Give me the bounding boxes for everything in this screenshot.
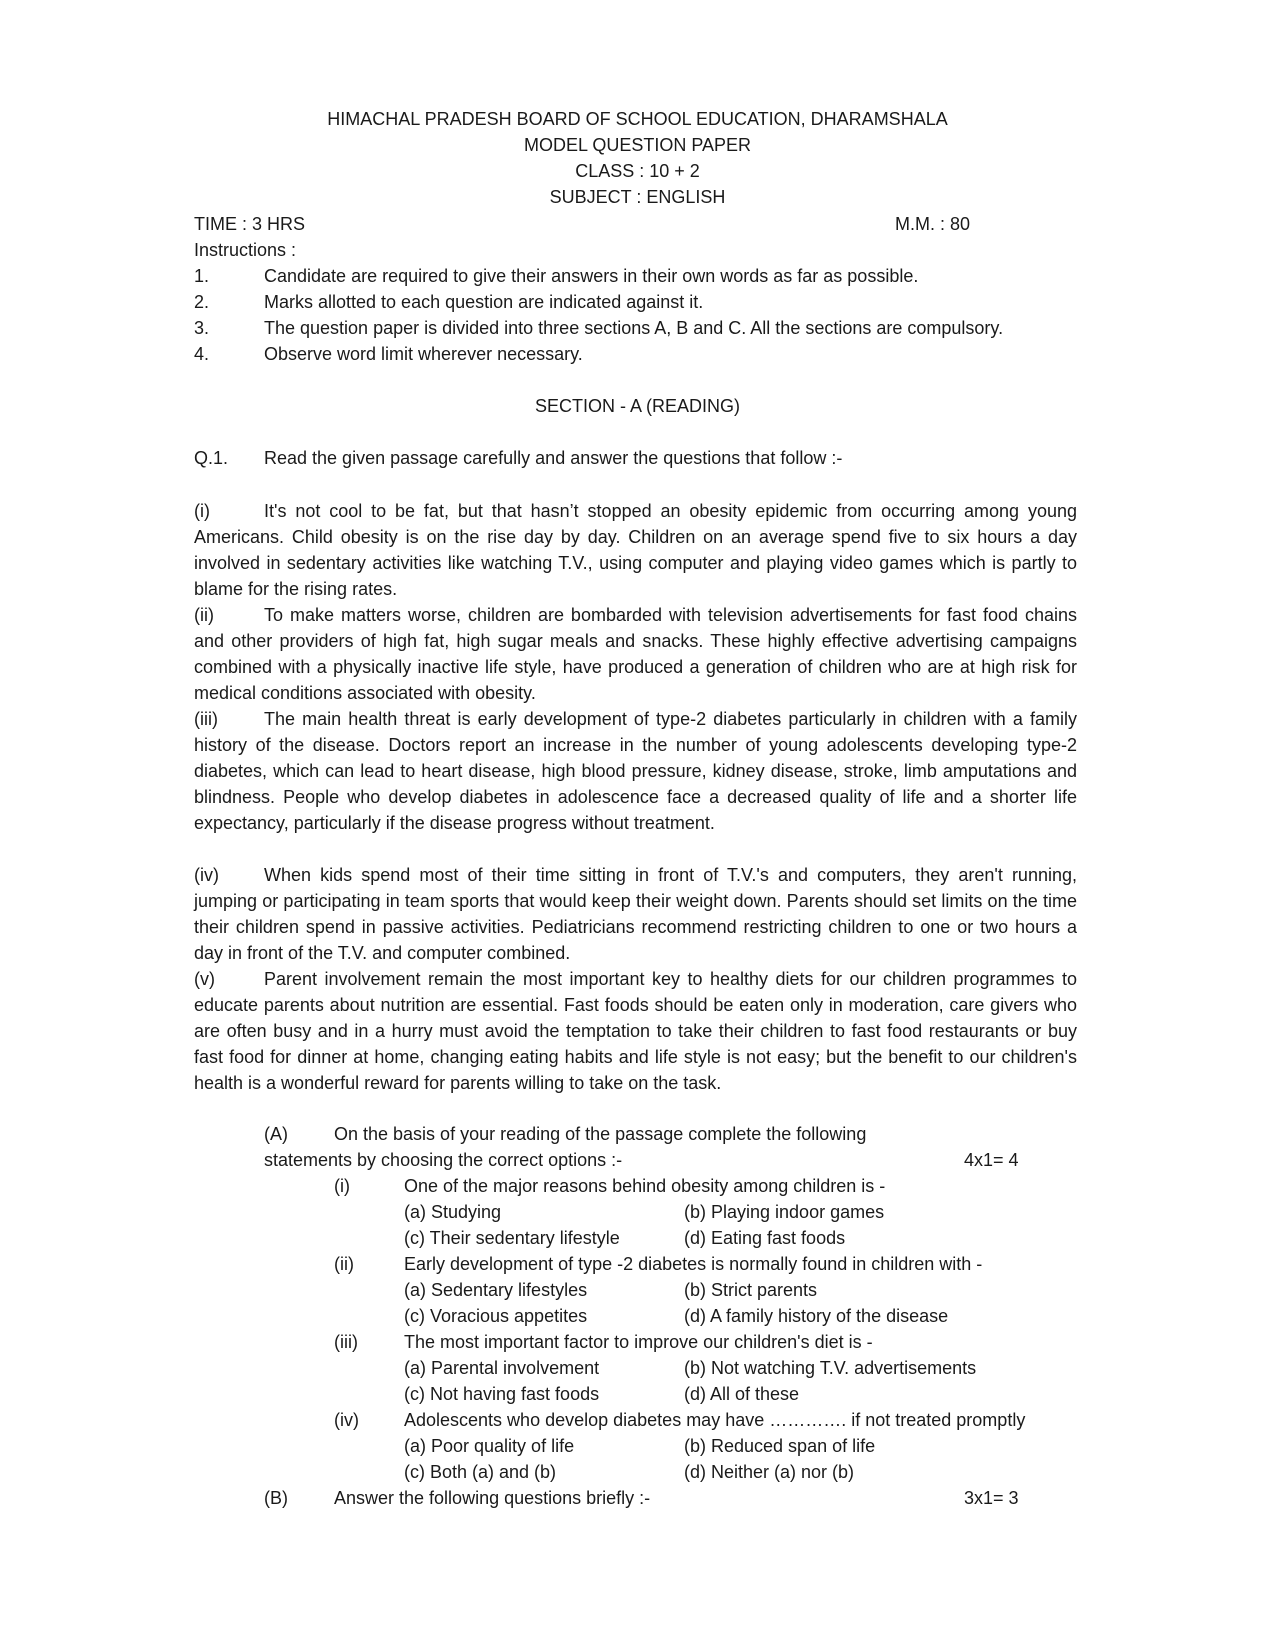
part-a-instruction: statements by choosing the correct options :- xyxy=(264,1150,623,1170)
passage-paragraph xyxy=(194,966,1077,1096)
paper-title: MODEL QUESTION PAPER xyxy=(523,135,752,155)
mcq-option: (d) All of these xyxy=(684,1384,800,1404)
part-a-marks: 4x1= 4 xyxy=(964,1150,1019,1170)
passage-paragraph xyxy=(194,862,1077,966)
instruction-number: 2. xyxy=(194,292,210,312)
instruction-text: Candidate are required to give their answers in their own words as far as possible. xyxy=(264,266,919,286)
passage-paragraph xyxy=(194,706,1077,836)
passage-paragraph xyxy=(194,498,1077,602)
passage-paragraph xyxy=(194,602,1077,706)
mcq-option: (a) Parental involvement xyxy=(404,1358,600,1378)
instruction-number: 4. xyxy=(194,344,210,364)
time-line: TIME : 3 HRS xyxy=(194,214,306,234)
class-line: CLASS : 10 + 2 xyxy=(575,161,700,181)
mcq-stem: The most important factor to improve our children's diet is - xyxy=(404,1332,873,1352)
mcq-option: (b) Playing indoor games xyxy=(684,1202,885,1222)
instruction-number: 3. xyxy=(194,318,210,338)
section-heading: SECTION - A (READING) xyxy=(534,396,741,416)
instruction-text: Marks allotted to each question are indicated against it. xyxy=(264,292,704,312)
mcq-option: (a) Studying xyxy=(404,1202,502,1222)
paragraph-number: (iv) xyxy=(194,865,219,885)
paragraph-text: To make matters worse, children are bombarded with television advertisements for fast food chains and other providers of high fat, high sugar meals and snacks. These highly effective advertising campaigns combined with a physically inactive life style, have produced a generation of children who are at high risk for medical conditions associated with obesity. xyxy=(194,605,1077,703)
question-text: Read the given passage carefully and answer the questions that follow :- xyxy=(264,448,843,468)
part-a-instruction: On the basis of your reading of the passage complete the following xyxy=(334,1124,867,1144)
mcq-option: (a) Sedentary lifestyles xyxy=(404,1280,588,1300)
mcq-number: (i) xyxy=(334,1176,350,1196)
mcq-stem: Adolescents who develop diabetes may have …………. if not treated promptly xyxy=(404,1410,1026,1430)
instructions-heading: Instructions : xyxy=(194,240,297,260)
paragraph-number: (v) xyxy=(194,969,215,989)
paragraph-text: When kids spend most of their time sitting in front of T.V.'s and computers, they aren't running, jumping or participating in team sports that would keep their weight down. Parents should set limits on the time their children spend in passive activities. Pediatricians recommend restricting children to one or two hours a day in front of the T.V. and computer combined. xyxy=(194,865,1077,963)
mcq-number: (iii) xyxy=(334,1332,358,1352)
instruction-text: Observe word limit wherever necessary. xyxy=(264,344,583,364)
question-number: Q.1. xyxy=(194,448,229,468)
mcq-option: (c) Both (a) and (b) xyxy=(404,1462,557,1482)
subject-line: SUBJECT : ENGLISH xyxy=(549,187,726,207)
mcq-option: (d) A family history of the disease xyxy=(684,1306,949,1326)
mcq-option: (d) Neither (a) nor (b) xyxy=(684,1462,855,1482)
paragraph-number: (iii) xyxy=(194,709,218,729)
paragraph-number: (ii) xyxy=(194,605,214,625)
mcq-number: (iv) xyxy=(334,1410,359,1430)
mcq-option: (c) Voracious appetites xyxy=(404,1306,588,1326)
part-b-marks: 3x1= 3 xyxy=(964,1488,1019,1508)
mcq-option: (a) Poor quality of life xyxy=(404,1436,575,1456)
paragraph-text: Parent involvement remain the most important key to healthy diets for our children programmes to educate parents about nutrition are essential. Fast foods should be eaten only in moderation, care givers who are often busy and in a hurry must avoid the temptation to take their children to fast food restaurants or buy fast food for dinner at home, changing eating habits and life style is not easy; but the benefit to our children's health is a wonderful reward for parents willing to take on the task. xyxy=(194,969,1077,1093)
paragraph-text: The main health threat is early development of type-2 diabetes particularly in children with a family history of the disease. Doctors report an increase in the number of young adolescents developing type-2 diabetes, which can lead to heart disease, high blood pressure, kidney disease, stroke, limb amputations and blindness. People who develop diabetes in adolescence face a decreased quality of life and a shorter life expectancy, particularly if the disease progress without treatment. xyxy=(194,709,1077,833)
mcq-option: (b) Not watching T.V. advertisements xyxy=(684,1358,977,1378)
part-a-label: (A) xyxy=(264,1124,288,1144)
mcq-number: (ii) xyxy=(334,1254,354,1274)
instruction-text: The question paper is divided into three sections A, B and C. All the sections are compulsory. xyxy=(264,318,1004,338)
paragraph-number: (i) xyxy=(194,501,210,521)
mcq-option: (d) Eating fast foods xyxy=(684,1228,846,1248)
mcq-option: (b) Strict parents xyxy=(684,1280,818,1300)
mcq-stem: One of the major reasons behind obesity among children is - xyxy=(404,1176,886,1196)
part-b-label: (B) xyxy=(264,1488,288,1508)
instruction-number: 1. xyxy=(194,266,210,286)
part-b-instruction: Answer the following questions briefly :- xyxy=(334,1488,651,1508)
mcq-stem: Early development of type -2 diabetes is normally found in children with - xyxy=(404,1254,983,1274)
paragraph-text: It's not cool to be fat, but that hasn’t stopped an obesity epidemic from occurring among young Americans. Child obesity is on the rise day by day. Children on an average spend five to six hours a day involved in sedentary activities like watching T.V., using computer and playing video games which is partly to blame for the rising rates. xyxy=(194,501,1077,599)
mcq-option: (c) Not having fast foods xyxy=(404,1384,600,1404)
max-marks-line: M.M. : 80 xyxy=(895,214,971,234)
board-title: HIMACHAL PRADESH BOARD OF SCHOOL EDUCATION, DHARAMSHALA xyxy=(327,109,948,129)
mcq-option: (b) Reduced span of life xyxy=(684,1436,876,1456)
mcq-option: (c) Their sedentary lifestyle xyxy=(404,1228,620,1248)
